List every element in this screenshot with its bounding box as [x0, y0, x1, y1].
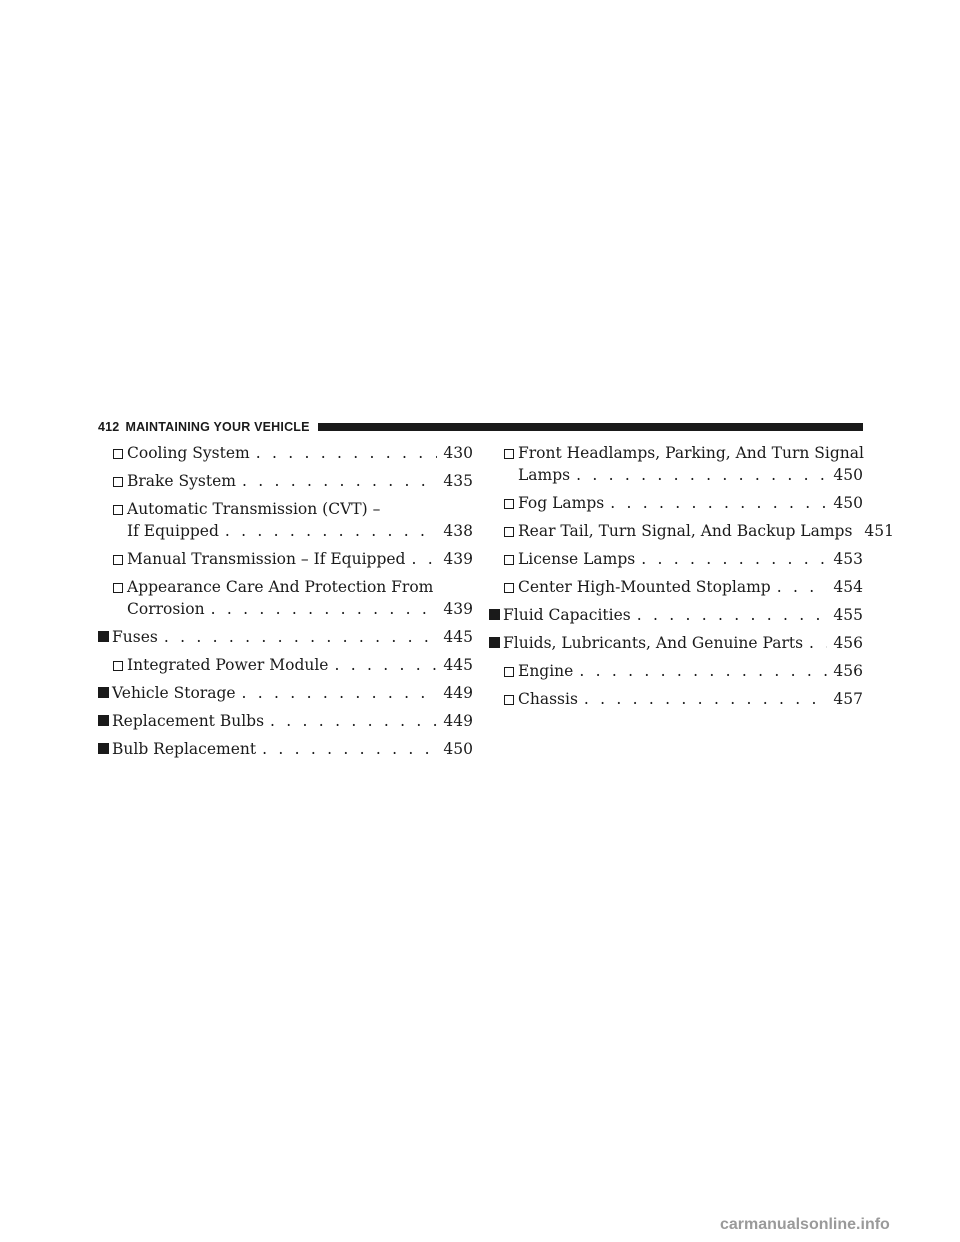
- hollow-square-bullet-icon: [113, 555, 123, 565]
- toc-entry-page: 439: [443, 550, 473, 568]
- dot-leader: [637, 604, 828, 626]
- section-title: MAINTAINING YOUR VEHICLE: [125, 420, 310, 434]
- toc-entry-title: Fuses: [112, 628, 158, 646]
- hollow-square-bullet-icon: [504, 499, 514, 509]
- toc-entry-page: 439: [443, 600, 473, 618]
- toc-entry-page: 449: [443, 684, 473, 702]
- toc-entry[interactable]: [489, 632, 863, 654]
- toc-entry-title: Replacement Bulbs: [112, 712, 265, 730]
- toc-entry-page: 438: [443, 522, 473, 540]
- toc-entry[interactable]: [98, 654, 473, 676]
- toc-entry-title: Fluid Capacities: [503, 606, 631, 624]
- toc-entry[interactable]: [489, 520, 895, 542]
- dot-leader: [164, 626, 438, 648]
- toc-left-column: [98, 442, 473, 766]
- toc-entry-page: 453: [833, 550, 863, 568]
- filled-square-bullet-icon: [98, 687, 109, 698]
- toc-entry[interactable]: [489, 548, 863, 570]
- toc-entry-page: 430: [443, 444, 473, 462]
- hollow-square-bullet-icon: [504, 527, 514, 537]
- toc-entry[interactable]: [98, 682, 473, 704]
- page-header: [98, 419, 863, 435]
- toc-entry[interactable]: [489, 604, 863, 626]
- toc-entry-title-line: Automatic Transmission (CVT) –: [127, 500, 381, 518]
- toc-entry-page: 451: [864, 522, 895, 540]
- hollow-square-bullet-icon: [504, 555, 514, 565]
- toc-entry-page: 456: [833, 662, 863, 680]
- toc-entry-page: 457: [833, 690, 863, 708]
- hollow-square-bullet-icon: [504, 667, 514, 677]
- hollow-square-bullet-icon: [504, 695, 514, 705]
- toc-entry-title: Lamps: [518, 466, 571, 484]
- hollow-square-bullet-icon: [113, 661, 123, 671]
- toc-entry-page: 445: [443, 628, 473, 646]
- header-rule: [318, 423, 863, 431]
- toc-entry-page: 450: [833, 466, 863, 484]
- hollow-square-bullet-icon: [113, 477, 123, 487]
- toc-entry-title: Bulb Replacement: [112, 740, 257, 758]
- toc-entry[interactable]: [489, 442, 863, 486]
- hollow-square-bullet-icon: [504, 583, 514, 593]
- filled-square-bullet-icon: [98, 743, 109, 754]
- toc-entry-title: Vehicle Storage: [112, 684, 236, 702]
- dot-leader: [270, 710, 437, 732]
- hollow-square-bullet-icon: [113, 505, 123, 515]
- toc-entry-title: License Lamps: [518, 550, 636, 568]
- hollow-square-bullet-icon: [113, 583, 123, 593]
- toc-entry-title: Corrosion: [127, 600, 205, 618]
- toc-entry-title: Rear Tail, Turn Signal, And Backup Lamps: [518, 522, 853, 540]
- dot-leader: [777, 576, 828, 598]
- filled-square-bullet-icon: [489, 609, 500, 620]
- toc-entry[interactable]: [98, 576, 473, 620]
- filled-square-bullet-icon: [489, 637, 500, 648]
- toc-entry-title: Center High-Mounted Stoplamp: [518, 578, 771, 596]
- toc-entry[interactable]: [98, 442, 473, 464]
- toc-entry-page: 450: [833, 494, 863, 512]
- toc-entry-title: Integrated Power Module: [127, 656, 329, 674]
- toc-entry-page: 435: [443, 472, 473, 490]
- toc-entry-title: Manual Transmission – If Equipped: [127, 550, 406, 568]
- dot-leader: [610, 492, 827, 514]
- dot-leader: [641, 548, 827, 570]
- toc-entry[interactable]: [98, 470, 473, 492]
- dot-leader: [262, 738, 437, 760]
- page-number: 412: [98, 420, 120, 434]
- toc-entry[interactable]: [489, 492, 863, 514]
- toc-entry[interactable]: [98, 548, 473, 570]
- toc-entry-page: 455: [833, 606, 863, 624]
- toc-entry[interactable]: [489, 660, 863, 682]
- dot-leader: [242, 470, 437, 492]
- watermark: carmanualsonline.info: [720, 1216, 890, 1233]
- toc-entry[interactable]: [489, 688, 863, 710]
- toc-entry-page: 454: [833, 578, 863, 596]
- toc-right-column: [489, 442, 895, 716]
- dot-leader: [584, 688, 828, 710]
- dot-leader: [211, 598, 438, 620]
- dot-leader: [242, 682, 438, 704]
- toc-entry[interactable]: [98, 738, 473, 760]
- toc-entry-page: 456: [833, 634, 863, 652]
- toc-entry-title: Chassis: [518, 690, 578, 708]
- dot-leader: [809, 632, 827, 654]
- dot-leader: [576, 464, 827, 486]
- dot-leader: [225, 520, 438, 542]
- toc-entry[interactable]: [98, 626, 473, 648]
- toc-entry-page: 450: [443, 740, 473, 758]
- dot-leader: [334, 654, 437, 676]
- filled-square-bullet-icon: [98, 631, 109, 642]
- toc-entry[interactable]: [489, 576, 863, 598]
- toc-entry-title: Engine: [518, 662, 574, 680]
- toc-entry-title: Fog Lamps: [518, 494, 605, 512]
- toc-entry[interactable]: [98, 498, 473, 542]
- dot-leader: [256, 442, 438, 464]
- toc-entry-title-line: Appearance Care And Protection From: [127, 578, 434, 596]
- dot-leader: [579, 660, 827, 682]
- toc-entry-title: Brake System: [127, 472, 236, 490]
- hollow-square-bullet-icon: [504, 449, 514, 459]
- toc-entry[interactable]: [98, 710, 473, 732]
- filled-square-bullet-icon: [98, 715, 109, 726]
- toc-entry-title: Fluids, Lubricants, And Genuine Parts: [503, 634, 804, 652]
- hollow-square-bullet-icon: [113, 449, 123, 459]
- toc-entry-title: If Equipped: [127, 522, 219, 540]
- dot-leader: [411, 548, 437, 570]
- toc-entry-page: 445: [443, 656, 473, 674]
- toc-entry-title: Cooling System: [127, 444, 250, 462]
- toc-entry-title-line: Front Headlamps, Parking, And Turn Signal: [518, 444, 864, 462]
- toc-entry-page: 449: [443, 712, 473, 730]
